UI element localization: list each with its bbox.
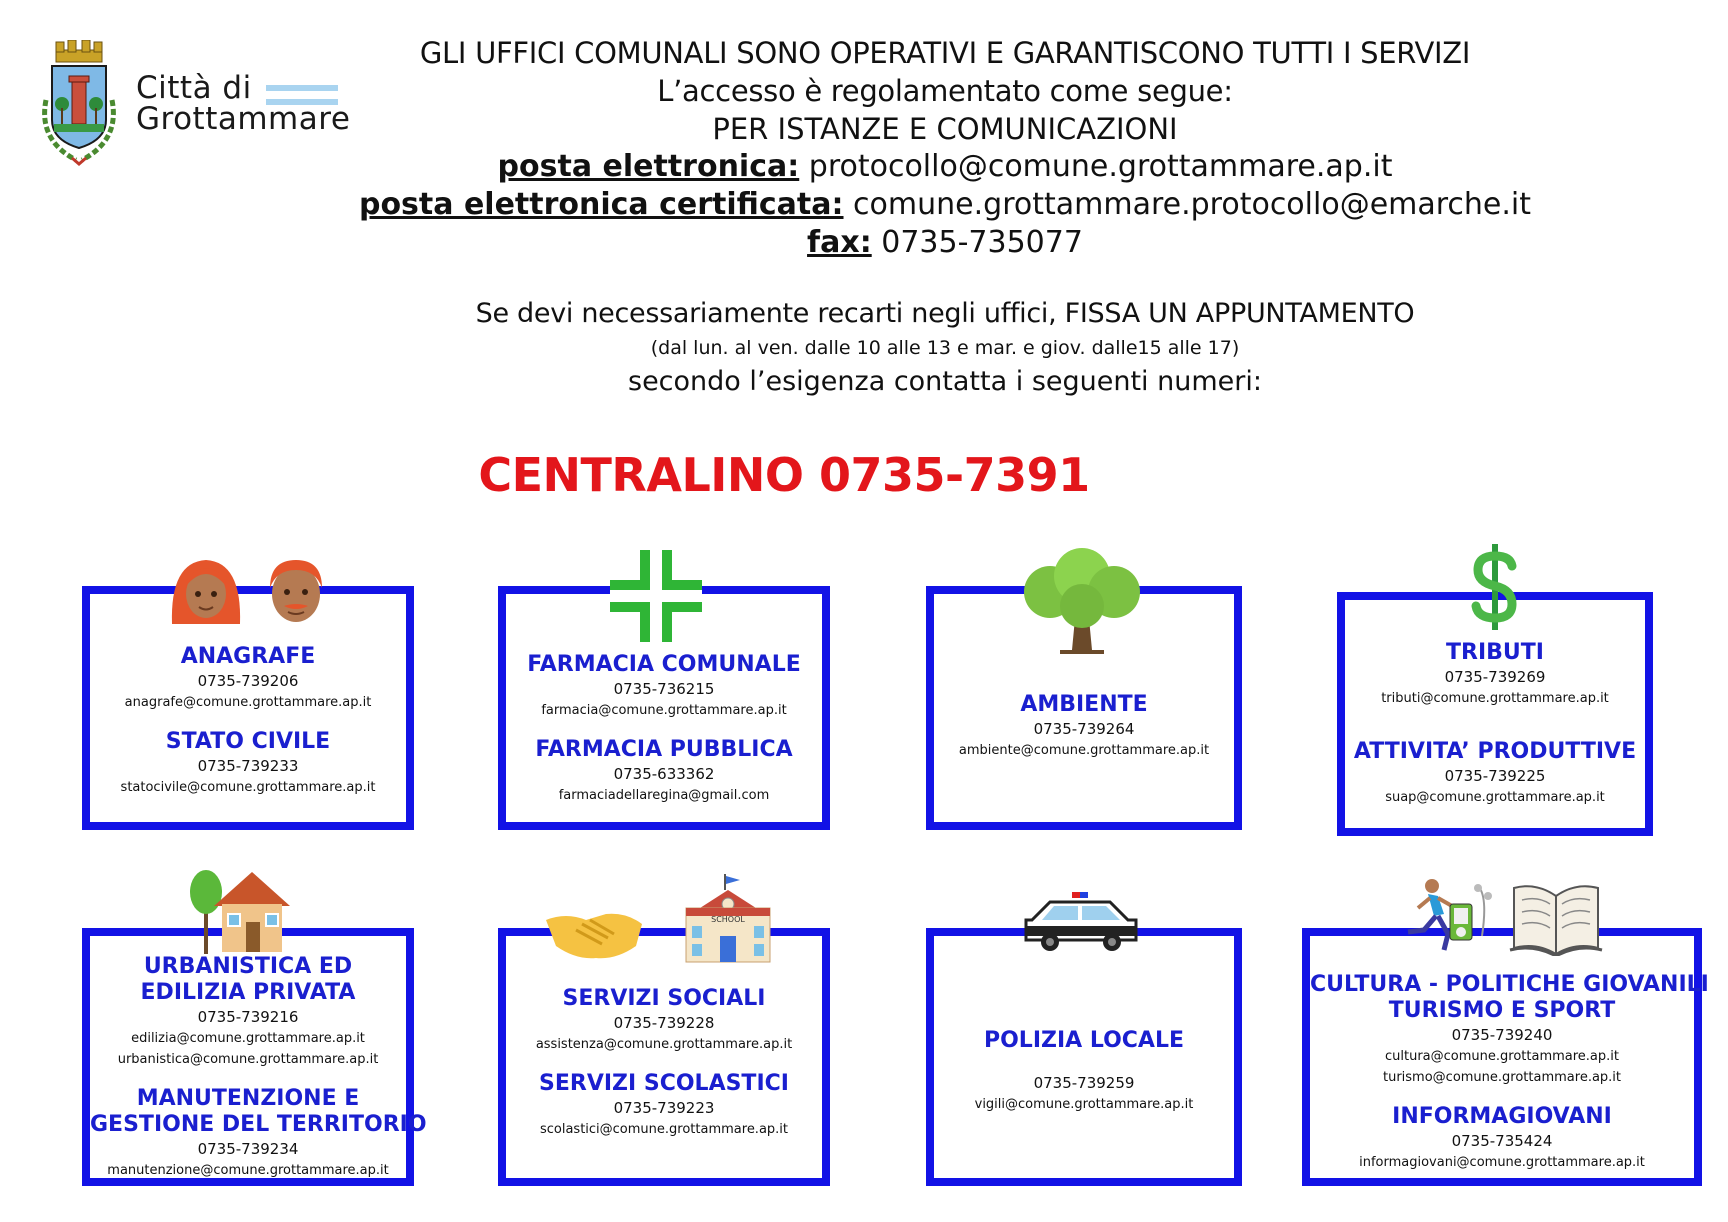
cultura-email[interactable]: cultura@comune.grottammare.ap.it xyxy=(1385,1049,1619,1064)
anagrafe-email[interactable]: anagrafe@comune.grottammare.ap.it xyxy=(124,695,372,710)
farmacia-comunale-email[interactable]: farmacia@comune.grottammare.ap.it xyxy=(541,703,787,718)
farmacia-comunale-phone: 0735-736215 xyxy=(613,680,715,698)
tributi-email[interactable]: tributi@comune.grottammare.ap.it xyxy=(1381,691,1609,706)
polizia-locale-phone: 0735-739259 xyxy=(1033,1074,1135,1092)
tributi-title: TRIBUTI xyxy=(1446,640,1544,665)
farmacia-pubblica-email[interactable]: farmaciadellaregina@gmail.com xyxy=(558,788,770,803)
pharmacy-cross-icon xyxy=(610,550,702,642)
box-servizi-sociali xyxy=(498,928,830,1186)
servizi-sociali-phone: 0735-739228 xyxy=(613,1014,715,1032)
attivita-produttive-phone: 0735-739225 xyxy=(1444,767,1546,785)
school-icon xyxy=(680,874,776,964)
hours-text: (dal lun. al ven. dalle 10 alle 13 e mar. e giov. dalle15 alle 17) xyxy=(650,337,1240,359)
informagiovani-phone: 0735-735424 xyxy=(1451,1132,1553,1150)
stato-civile-email[interactable]: statocivile@comune.grottammare.ap.it xyxy=(120,780,376,795)
cultura-phone: 0735-739240 xyxy=(1451,1026,1553,1044)
turismo-email[interactable]: turismo@comune.grottammare.ap.it xyxy=(1382,1070,1622,1085)
city-crest-icon xyxy=(36,40,136,170)
city-name xyxy=(136,70,351,137)
servizi-sociali-email[interactable]: assistenza@comune.grottammare.ap.it xyxy=(535,1037,793,1052)
ambiente-title: AMBIENTE xyxy=(1020,692,1148,717)
informagiovani-title: INFORMAGIOVANI xyxy=(1392,1104,1612,1129)
fax-value: 0735-735077 xyxy=(871,225,1083,260)
informagiovani-email[interactable]: informagiovani@comune.grottammare.ap.it xyxy=(1359,1155,1645,1170)
ambiente-email[interactable]: ambiente@comune.grottammare.ap.it xyxy=(958,743,1210,758)
polizia-locale-title: POLIZIA LOCALE xyxy=(983,1028,1184,1053)
email-value[interactable]: protocollo@comune.grottammare.ap.it xyxy=(799,149,1393,184)
urbanistica-email[interactable]: urbanistica@comune.grottammare.ap.it xyxy=(117,1052,379,1067)
cultura-title-line1: CULTURA - POLITICHE GIOVANILI xyxy=(1310,972,1709,997)
city-logo xyxy=(36,40,356,170)
city-name-line2: Grottammare xyxy=(136,101,351,137)
urbanistica-title-line1: URBANISTICA ED xyxy=(143,954,353,979)
urbanistica-phone: 0735-739216 xyxy=(197,1008,299,1026)
polizia-locale-email[interactable]: vigili@comune.grottammare.ap.it xyxy=(974,1097,1194,1112)
pec-value[interactable]: comune.grottammare.protocollo@emarche.it xyxy=(843,187,1532,222)
manutenzione-email[interactable]: manutenzione@comune.grottammare.ap.it xyxy=(107,1163,389,1178)
centralino-number[interactable]: CENTRALINO 0735-7391 xyxy=(478,448,1090,502)
manutenzione-title-line2: GESTIONE DEL TERRITORIO xyxy=(90,1112,427,1137)
header-title: GLI UFFICI COMUNALI SONO OPERATIVI E GARANTISCONO TUTTI I SERVIZI xyxy=(419,36,1471,70)
stato-civile-title: STATO CIVILE xyxy=(165,729,331,754)
attivita-produttive-title: ATTIVITA’ PRODUTTIVE xyxy=(1353,739,1637,764)
ambiente-phone: 0735-739264 xyxy=(1033,720,1135,738)
servizi-scolastici-phone: 0735-739223 xyxy=(613,1099,715,1117)
centralino-row xyxy=(0,448,1728,502)
email-label: posta elettronica: xyxy=(497,149,800,184)
anagrafe-title: ANAGRAFE xyxy=(180,644,316,669)
pec-line xyxy=(330,186,1560,224)
stato-civile-phone: 0735-739233 xyxy=(197,757,299,775)
anagrafe-phone: 0735-739206 xyxy=(197,672,299,690)
farmacia-comunale-title: FARMACIA COMUNALE xyxy=(527,652,801,677)
header-subtitle: L’accesso è regolamentato come segue: xyxy=(657,74,1233,108)
dollar-sign-icon xyxy=(1470,544,1520,630)
house-tree-icon xyxy=(186,866,296,954)
header-section: PER ISTANZE E COMUNICAZIONI xyxy=(712,112,1178,146)
servizi-sociali-title: SERVIZI SOCIALI xyxy=(562,986,766,1011)
manutenzione-title-line1: MANUTENZIONE E xyxy=(136,1086,360,1111)
school-sign-text: SCHOOL xyxy=(711,915,745,924)
runner-music-icon xyxy=(1398,876,1498,956)
handshake-icon xyxy=(546,906,642,964)
header-notice xyxy=(330,34,1560,400)
pec-label: posta elettronica certificata: xyxy=(358,187,844,222)
appointment-text: Se devi necessariamente recarti negli uffici, FISSA UN APPUNTAMENTO xyxy=(475,298,1415,329)
tree-icon xyxy=(1020,548,1144,658)
email-line xyxy=(330,148,1560,186)
manutenzione-phone: 0735-739234 xyxy=(197,1140,299,1158)
city-name-line1: Città di xyxy=(136,70,252,106)
urbanistica-title-line2: EDILIZIA PRIVATA xyxy=(140,980,356,1005)
cultura-title-line2: TURISMO E SPORT xyxy=(1388,998,1616,1023)
fax-line xyxy=(330,224,1560,262)
edilizia-email[interactable]: edilizia@comune.grottammare.ap.it xyxy=(131,1031,365,1046)
box-urbanistica xyxy=(82,928,427,1186)
attivita-produttive-email[interactable]: suap@comune.grottammare.ap.it xyxy=(1385,790,1605,805)
servizi-scolastici-email[interactable]: scolastici@comune.grottammare.ap.it xyxy=(539,1122,789,1137)
servizi-scolastici-title: SERVIZI SCOLASTICI xyxy=(539,1071,789,1096)
contact-text: secondo l’esigenza contatta i seguenti numeri: xyxy=(628,366,1262,397)
tributi-phone: 0735-739269 xyxy=(1444,668,1546,686)
farmacia-pubblica-title: FARMACIA PUBBLICA xyxy=(535,737,793,762)
box-polizia-locale xyxy=(926,928,1242,1186)
farmacia-pubblica-phone: 0735-633362 xyxy=(613,765,715,783)
box-cultura xyxy=(1302,928,1709,1186)
women-man-emoji-icon xyxy=(166,552,336,632)
open-book-icon xyxy=(1508,882,1604,956)
fax-label: fax: xyxy=(807,225,872,260)
police-car-icon xyxy=(1024,890,1140,954)
